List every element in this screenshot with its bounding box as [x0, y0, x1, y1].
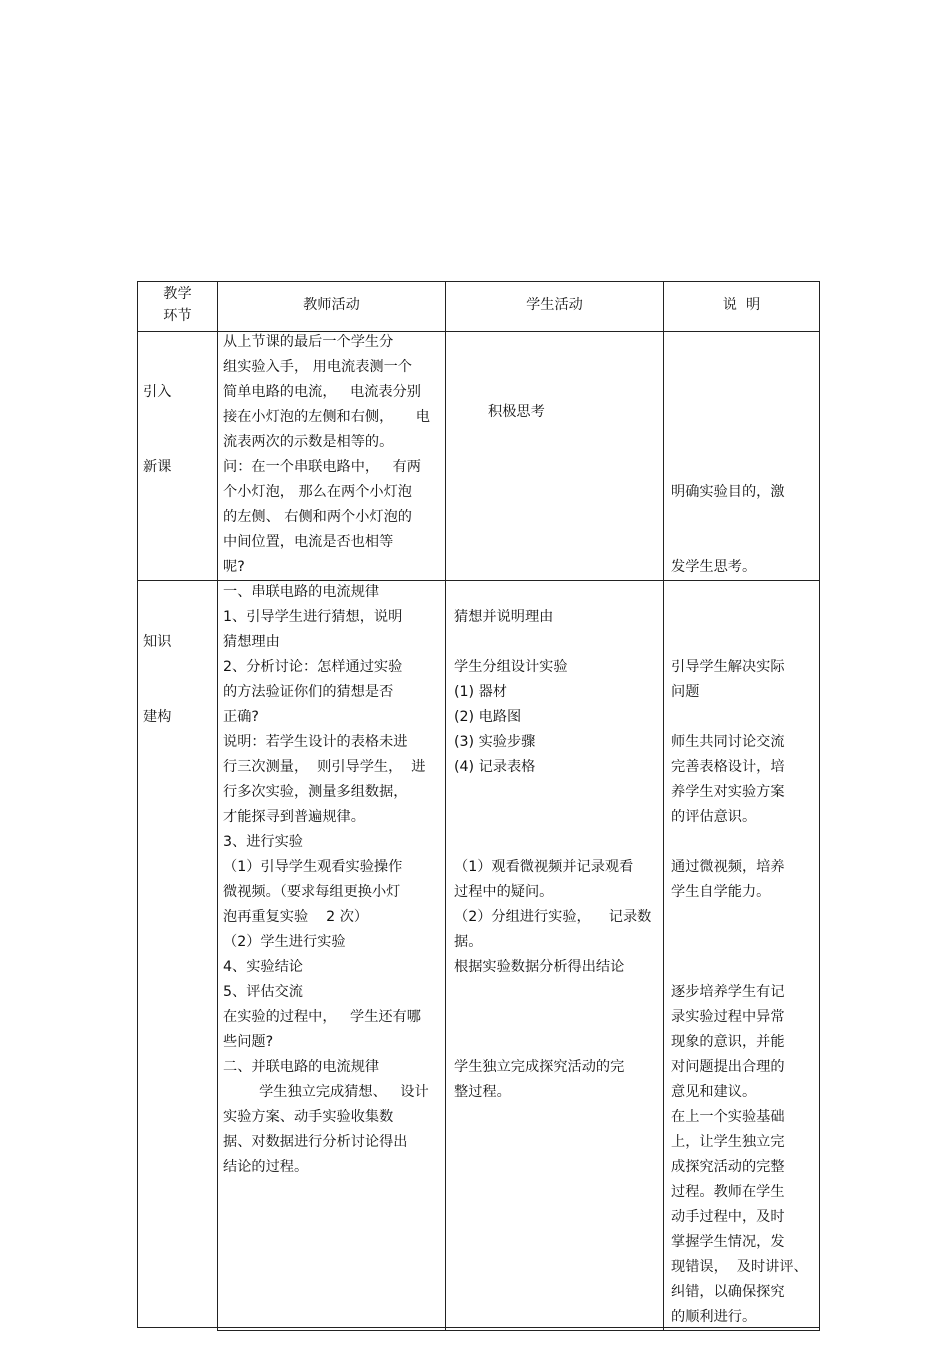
header-stage-line: 教学	[163, 286, 192, 302]
text-line	[671, 630, 808, 655]
header-teacher: 教师活动	[303, 297, 360, 313]
text-line: 的评估意识。	[671, 809, 757, 825]
text-line: 学生自学能力。	[671, 884, 771, 900]
text-line: 现象的意识，并能	[671, 1034, 785, 1050]
text-line: 学生独立完成探究活动的完	[454, 1059, 625, 1075]
text-line: (2) 电路图	[454, 709, 522, 725]
text-line	[671, 705, 808, 730]
text-line	[671, 905, 808, 930]
row1-teacher-activity	[223, 330, 430, 580]
text-line: （2）学生进行实验	[223, 934, 346, 950]
text-line: 些问题?	[223, 1034, 274, 1050]
text-line	[671, 605, 808, 630]
text-line	[671, 830, 808, 855]
text-line	[454, 580, 651, 605]
column-divider-1	[217, 281, 218, 1331]
text-line: 通过微视频，培养	[671, 859, 785, 875]
text-line: 行多次实验，测量多组数据，	[223, 784, 408, 800]
text-line: 行三次测量， 则引导学生， 进	[223, 759, 426, 775]
text-line: 组实验入手， 用电流表测一个	[223, 359, 412, 375]
row1-stage	[143, 330, 171, 530]
text-line: 动手过程中，及时	[671, 1209, 785, 1225]
header-stage-line: 环节	[163, 308, 192, 324]
text-line: 上，让学生独立完	[671, 1134, 785, 1150]
text-line: 泡再重复实验 2 次）	[223, 909, 369, 925]
text-line: 猜想理由	[223, 634, 280, 650]
text-line: 从上节课的最后一个学生分	[223, 334, 394, 350]
text-line: 问：在一个串联电路中， 有两	[223, 459, 421, 475]
text-line	[454, 830, 651, 855]
text-line: 一、串联电路的电流规律	[223, 584, 380, 600]
header-stage	[138, 283, 217, 327]
text-line: 结论的过程。	[223, 1159, 309, 1175]
text-line: 意见和建议。	[671, 1084, 757, 1100]
text-line: 养学生对实验方案	[671, 784, 785, 800]
text-line: 实验方案、动手实验收集数	[223, 1109, 394, 1125]
column-divider-2	[445, 281, 446, 1331]
text-line: 猜想并说明理由	[454, 609, 554, 625]
text-line	[454, 980, 651, 1005]
text-line: 流表两次的示数是相等的。	[223, 434, 394, 450]
row2-teacher-activity	[223, 580, 429, 1180]
text-line: 在实验的过程中， 学生还有哪	[223, 1009, 421, 1025]
row2-stage	[143, 580, 171, 780]
stage-line: 新课	[143, 459, 172, 475]
text-line: 成探究活动的完整	[671, 1159, 785, 1175]
text-line: 在上一个实验基础	[671, 1109, 785, 1125]
stage-line: 引入	[143, 384, 172, 400]
text-line: （2）分组进行实验， 记录数	[454, 909, 652, 925]
text-line: 过程中的疑问。	[454, 884, 554, 900]
text-line	[671, 930, 808, 955]
text-line: 整过程。	[454, 1084, 511, 1100]
text-line: 学生分组设计实验	[454, 659, 568, 675]
text-line	[454, 780, 651, 805]
text-line: 简单电路的电流， 电流表分别	[223, 384, 421, 400]
text-line: 5、评估交流	[223, 984, 303, 1000]
table-left-border	[137, 281, 138, 1328]
text-line: 才能探寻到普遍规律。	[223, 809, 365, 825]
text-line: 对问题提出合理的	[671, 1059, 785, 1075]
text-line: 引导学生解决实际	[671, 659, 785, 675]
stage-line: 知识	[143, 634, 172, 650]
text-line: 纠错，以确保探究	[671, 1284, 785, 1300]
text-line: 3、进行实验	[223, 834, 303, 850]
row2-student-activity	[454, 580, 651, 1105]
text-line: （1）观看微视频并记录观看	[454, 859, 634, 875]
text-line: 个小灯泡， 那么在两个小灯泡	[223, 484, 412, 500]
text-line: 接在小灯泡的左侧和右侧， 电	[223, 409, 430, 425]
text-line: 二、并联电路的电流规律	[223, 1059, 380, 1075]
text-line: 据、对数据进行分析讨论得出	[223, 1134, 408, 1150]
text-line	[454, 630, 651, 655]
text-line: 的左侧、 右侧和两个小灯泡的	[223, 509, 412, 525]
text-line: 2、分析讨论：怎样通过实验	[223, 659, 403, 675]
column-divider-3	[663, 281, 664, 1331]
table-right-border	[819, 281, 820, 1331]
text-line	[671, 580, 808, 605]
text-line: 问题	[671, 684, 700, 700]
text-line: 正确?	[223, 709, 259, 725]
text-line: 现错误， 及时讲评、	[671, 1259, 808, 1275]
text-line: 微视频。（要求每组更换小灯	[223, 884, 401, 900]
header-note: 说 明	[722, 297, 761, 313]
stage-line: 建构	[143, 709, 172, 725]
text-line	[454, 805, 651, 830]
text-line: 据。	[454, 934, 483, 950]
text-line: 完善表格设计，培	[671, 759, 785, 775]
table-top-border	[137, 281, 819, 282]
note-line: 明确实验目的，激	[671, 484, 785, 500]
text-line: 4、实验结论	[223, 959, 303, 975]
text-line: 呢?	[223, 559, 245, 575]
text-line: (1) 器材	[454, 684, 507, 700]
note-line: 发学生思考。	[671, 559, 757, 575]
text-line: 中间位置，电流是否也相等	[223, 534, 394, 550]
text-line: 过程。教师在学生	[671, 1184, 785, 1200]
text-line	[454, 1005, 651, 1030]
text-line: (4) 记录表格	[454, 759, 536, 775]
text-line: 的顺利进行。	[671, 1309, 757, 1325]
text-line	[454, 1030, 651, 1055]
text-line: 录实验过程中异常	[671, 1009, 785, 1025]
table-bottom-underline	[218, 1330, 819, 1331]
text-line	[671, 955, 808, 980]
text-line: (3) 实验步骤	[454, 734, 536, 750]
row2-note	[671, 580, 808, 1330]
text-line: 根据实验数据分析得出结论	[454, 959, 625, 975]
text-line: 说明：若学生设计的表格未进	[223, 734, 408, 750]
text-line: 师生共同讨论交流	[671, 734, 785, 750]
header-student: 学生活动	[526, 297, 583, 313]
text-line: 1、引导学生进行猜想，说明	[223, 609, 403, 625]
text-line: 掌握学生情况，发	[671, 1234, 785, 1250]
text-line: （1）引导学生观看实验操作	[223, 859, 403, 875]
text-line: 学生独立完成猜想、 设计	[223, 1084, 429, 1100]
text-line: 的方法验证你们的猜想是否	[223, 684, 394, 700]
text-line: 逐步培养学生有记	[671, 984, 785, 1000]
row1-student-activity: 积极思考	[488, 404, 545, 420]
